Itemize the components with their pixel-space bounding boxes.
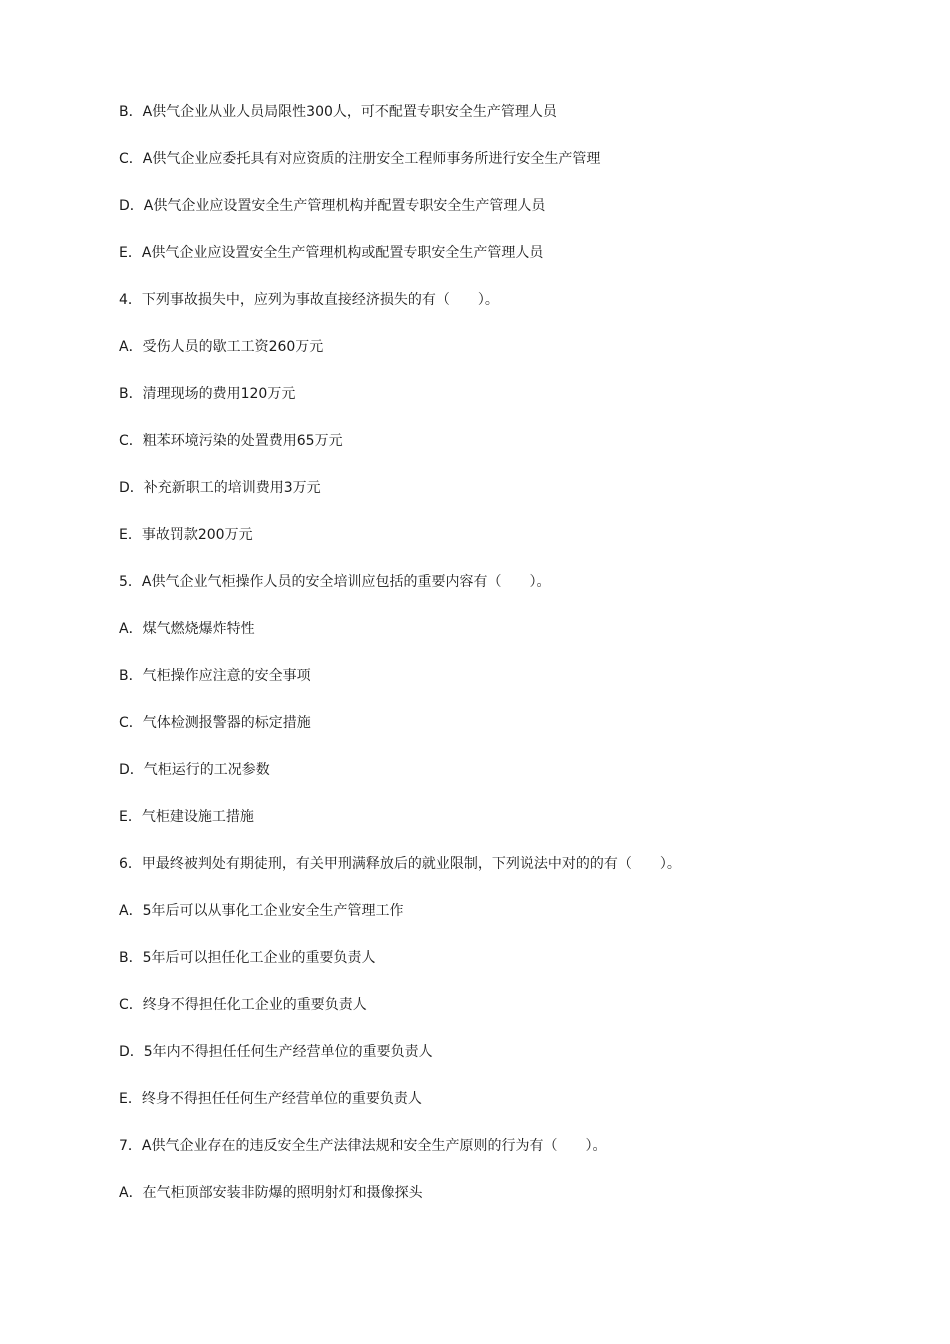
option-line: B．A供气企业从业人员局限性300人，可不配置专职安全生产管理人员 — [119, 104, 557, 120]
option-line: A．受伤人员的歇工工资260万元 — [119, 339, 324, 355]
option-line: D．5年内不得担任任何生产经营单位的重要负责人 — [119, 1044, 433, 1060]
question-stem: 5．A供气企业气柜操作人员的安全培训应包括的重要内容有（ ）。 — [119, 574, 551, 590]
option-line: D．补充新职工的培训费用3万元 — [119, 480, 321, 496]
option-line: C．气体检测报警器的标定措施 — [119, 715, 311, 731]
option-line: E．A供气企业应设置安全生产管理机构或配置专职安全生产管理人员 — [119, 245, 544, 261]
option-line: D．气柜运行的工况参数 — [119, 762, 270, 778]
option-line: A．在气柜顶部安装非防爆的照明射灯和摄像探头 — [119, 1185, 423, 1201]
option-line: B．清理现场的费用120万元 — [119, 386, 296, 402]
option-line: A．煤气燃烧爆炸特性 — [119, 621, 255, 637]
option-line: A．5年后可以从事化工企业安全生产管理工作 — [119, 903, 404, 919]
question-stem: 6．甲最终被判处有期徒刑，有关甲刑满释放后的就业限制，下列说法中对的的有（ ）。 — [119, 856, 681, 872]
question-text-block — [119, 100, 899, 1228]
option-line: B．气柜操作应注意的安全事项 — [119, 668, 311, 684]
option-line: C．终身不得担任化工企业的重要负责人 — [119, 997, 367, 1013]
option-line: E．终身不得担任任何生产经营单位的重要负责人 — [119, 1091, 422, 1107]
option-line: B．5年后可以担任化工企业的重要负责人 — [119, 950, 376, 966]
question-stem: 7．A供气企业存在的违反安全生产法律法规和安全生产原则的行为有（ ）。 — [119, 1138, 607, 1154]
option-line: E．气柜建设施工措施 — [119, 809, 254, 825]
option-line: D．A供气企业应设置安全生产管理机构并配置专职安全生产管理人员 — [119, 198, 546, 214]
option-line: E．事故罚款200万元 — [119, 527, 253, 543]
option-line: C．粗苯环境污染的处置费用65万元 — [119, 433, 343, 449]
question-stem: 4．下列事故损失中，应列为事故直接经济损失的有（ ）。 — [119, 292, 499, 308]
option-line: C．A供气企业应委托具有对应资质的注册安全工程师事务所进行安全生产管理 — [119, 151, 601, 167]
